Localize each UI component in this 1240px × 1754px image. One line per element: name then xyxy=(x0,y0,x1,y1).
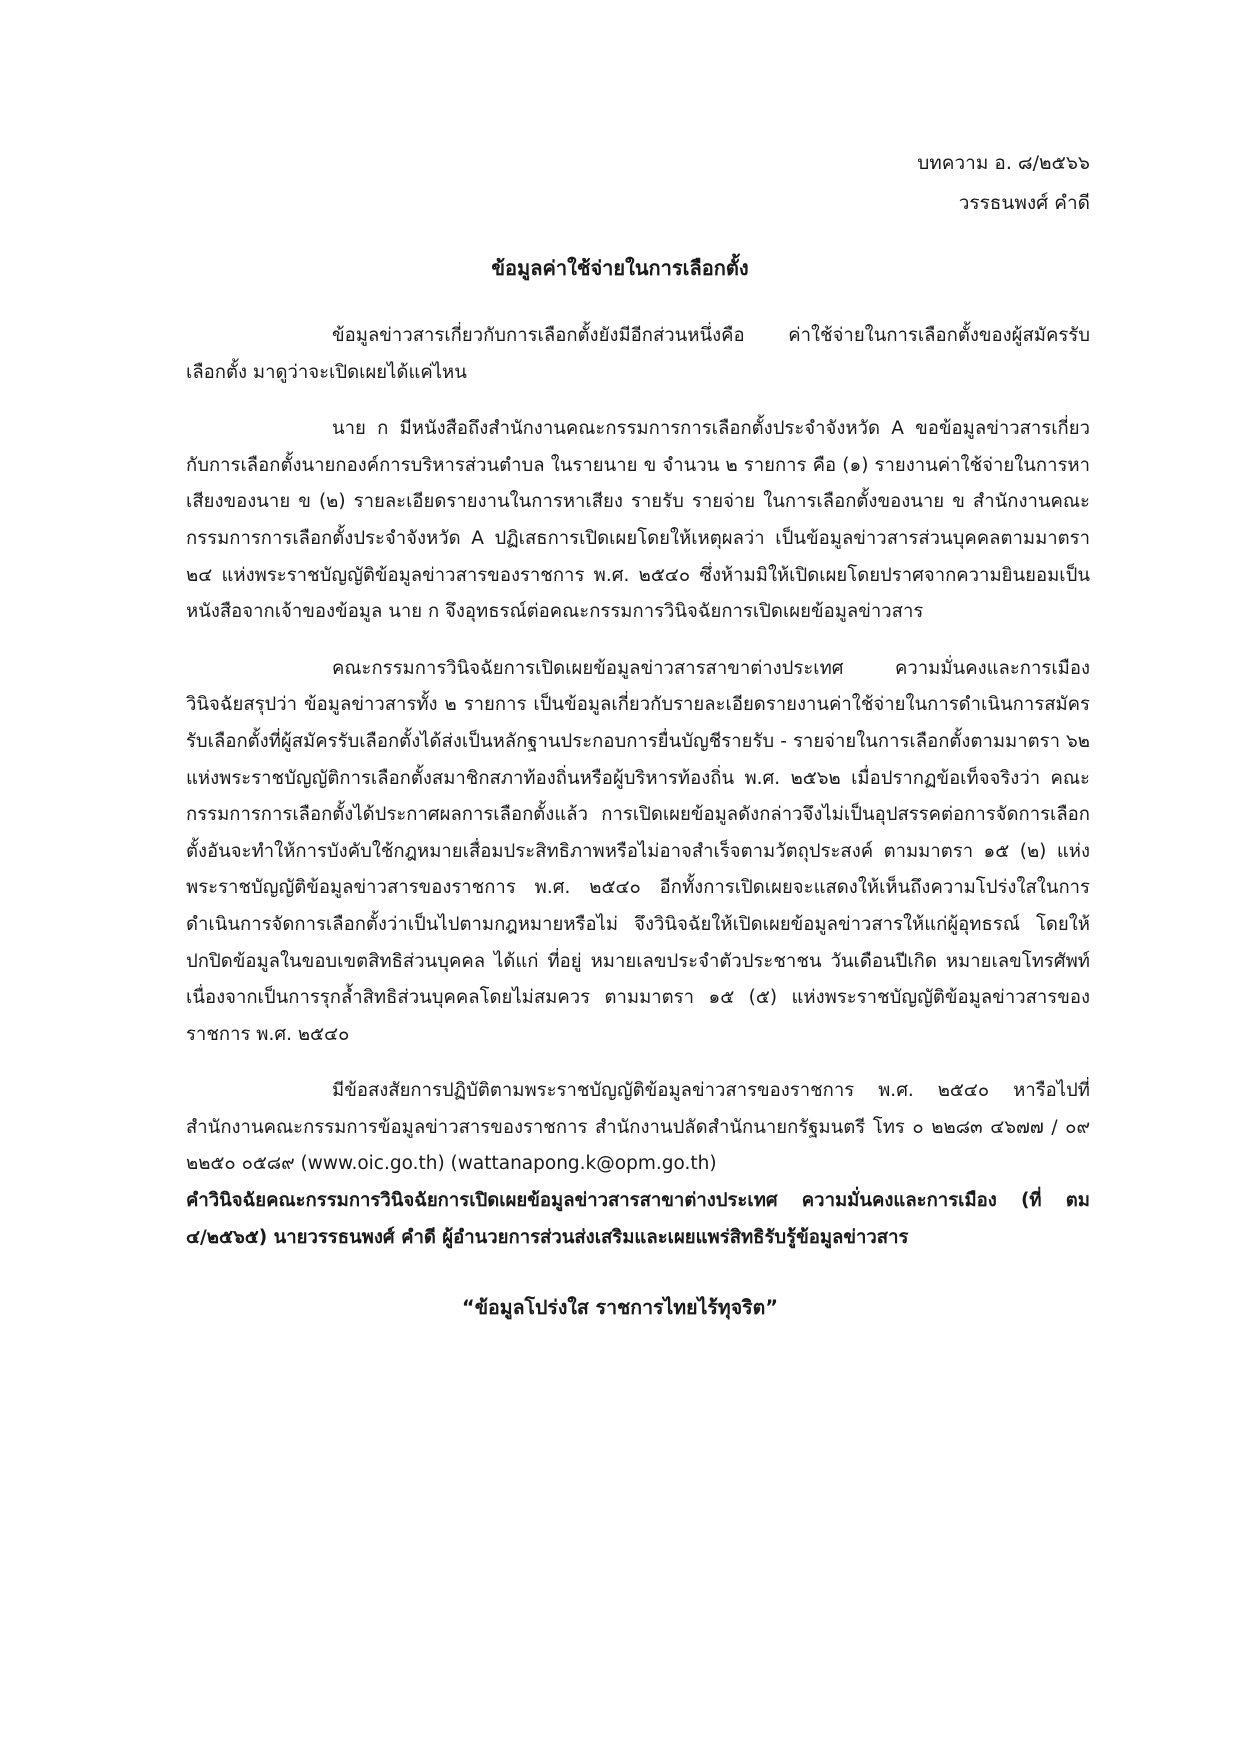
paragraph-ruling: คณะกรรมการวินิจฉัยการเปิดเผยข้อมูลข่าวสารสาขาต่างประเทศ ความมั่นคงและการเมือง วินิจฉัยสรุปว่า ข้อมูลข่าวสารทั้ง ๒ รายการ เป็นข้อมูลเกี่ยวกับรายละเอียดรายงานค่าใช้จ่ายในการดำเนินการสมัครรับเลือกตั้งที่ผู้สมัครรับเลือกตั้งได้ส่งเป็นหลักฐานประกอบการยื่นบัญชีรายรับ - รายจ่ายในการเลือกตั้งตามมาตรา ๖๒ แห่งพระราชบัญญัติการเลือกตั้งสมาชิกสภาท้องถิ่นหรือผู้บริหารท้องถิ่น พ.ศ. ๒๕๖๒ เมื่อปรากฏข้อเท็จจริงว่า คณะกรรมการการเลือกตั้งได้ประกาศผลการเลือกตั้งแล้ว การเปิดเผยข้อมูลดังกล่าวจึงไม่เป็นอุปสรรคต่อการจัดการเลือกตั้งอันจะทำให้การบังคับใช้กฎหมายเสื่อมประสิทธิภาพหรือไม่อาจสำเร็จตามวัตถุประสงค์ ตามมาตรา ๑๕ (๒) แห่งพระราชบัญญัติข้อมูลข่าวสารของราชการ พ.ศ. ๒๕๔๐ อีกทั้งการเปิดเผยจะแสดงให้เห็นถึงความโปร่งใสในการดำเนินการจัดการเลือกตั้งว่าเป็นไปตามกฎหมายหรือไม่ จึงวินิจฉัยให้เปิดเผยข้อมูลข่าวสารให้แก่ผู้อุทธรณ์ โดยให้ปกปิดข้อมูลในขอบเขตสิทธิส่วนบุคคล ได้แก่ ที่อยู่ หมายเลขประจำตัวประชาชน วันเดือนปีเกิด หมายเลขโทรศัพท์ เนื่องจากเป็นการรุกล้ำสิทธิส่วนบุคคลโดยไม่สมควร ตามมาตรา ๑๕ (๕) แห่งพระราชบัญญัติข้อมูลข่าวสารของราชการ พ.ศ. ๒๕๔๐ xyxy=(186,657,1090,1045)
paragraph-case: นาย ก มีหนังสือถึงสำนักงานคณะกรรมการการเลือกตั้งประจำจังหวัด A ขอข้อมูลข่าวสารเกี่ยวกับการเลือกตั้งนายกองค์การบริหารส่วนตำบล ในรายนาย ข จำนวน ๒ รายการ คือ (๑) รายงานค่าใช้จ่ายในการหาเสียงของนาย ข (๒) รายละเอียดรายงานในการหาเสียง รายรับ รายจ่าย ในการเลือกตั้งของนาย ข สำนักงานคณะกรรมการการเลือกตั้งประจำจังหวัด A ปฏิเสธการเปิดเผยโดยให้เหตุผลว่า เป็นข้อมูลข่าวสารส่วนบุคคลตามมาตรา ๒๔ แห่งพระราชบัญญัติข้อมูลข่าวสารของราชการ พ.ศ. ๒๕๔๐ ซึ่งห้ามมิให้เปิดเผยโดยปราศจากความยินยอมเป็นหนังสือจากเจ้าของข้อมูล นาย ก จึงอุทธรณ์ต่อคณะกรรมการวินิจฉัยการเปิดเผยข้อมูลข่าวสาร xyxy=(186,418,1090,623)
article-number: บทความ อ. ๘/๒๕๖๖ xyxy=(917,152,1090,174)
article-body xyxy=(186,318,1090,1256)
paragraph-intro: ข้อมูลข่าวสารเกี่ยวกับการเลือกตั้งยังมีอีกส่วนหนึ่งคือ ค่าใช้จ่ายในการเลือกตั้งของผู้สมัครรับเลือกตั้ง มาดูว่าจะเปิดเผยได้แค่ไหน xyxy=(186,325,1090,383)
article-header xyxy=(917,143,1090,223)
ruling-reference-note: คำวินิจฉัยคณะกรรมการวินิจฉัยการเปิดเผยข้อมูลข่าวสารสาขาต่างประเทศ ความมั่นคงและการเมือง (ที่ ตม ๔/๒๕๖๕) นายวรรธนพงศ์ คำดี ผู้อำนวยการส่วนส่งเสริมและเผยแพร่สิทธิรับรู้ข้อมูลข่าวสาร xyxy=(186,1190,1090,1248)
paragraph-contact: มีข้อสงสัยการปฏิบัติตามพระราชบัญญัติข้อมูลข่าวสารของราชการ พ.ศ. ๒๕๔๐ หารือไปที่สำนักงานคณะกรรมการข้อมูลข่าวสารของราชการ สำนักงานปลัดสำนักนายกรัฐมนตรี โทร ๐ ๒๒๘๓ ๔๖๗๗ / ๐๙ ๒๒๕๐ ๐๕๘๙ (www.oic.go.th) (wattanapong.k@opm.go.th) xyxy=(186,1080,1090,1175)
slogan: “ข้อมูลโปร่งใส ราชการไทยไร้ทุจริต” xyxy=(461,1296,779,1319)
author-name: วรรธนพงศ์ คำดี xyxy=(958,192,1090,214)
document-title: ข้อมูลค่าใช้จ่ายในการเลือกตั้ง xyxy=(491,256,749,280)
